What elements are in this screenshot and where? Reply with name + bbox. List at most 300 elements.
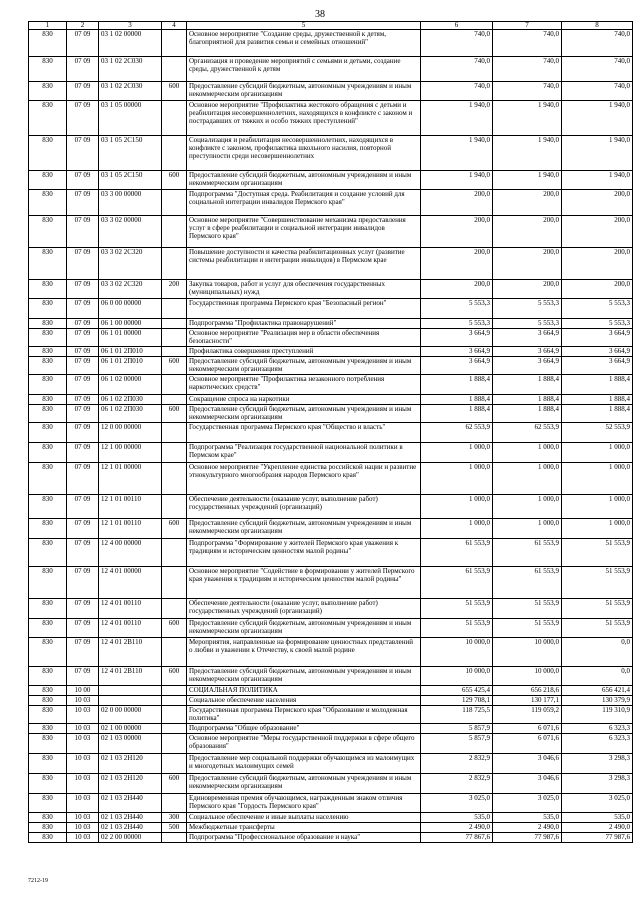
section-code-cell: 10 03 bbox=[67, 696, 99, 706]
expense-type-cell bbox=[162, 833, 187, 843]
table-row bbox=[29, 347, 633, 357]
admin-code-cell: 830 bbox=[29, 599, 67, 619]
table-row bbox=[29, 443, 633, 463]
amount-cell: 1 000,0 bbox=[493, 443, 562, 463]
amount-cell: 1 940,0 bbox=[421, 136, 493, 171]
amount-cell: 1 940,0 bbox=[562, 101, 633, 136]
table-row bbox=[29, 619, 633, 638]
table-row bbox=[29, 357, 633, 375]
amount-cell: 1 940,0 bbox=[493, 101, 562, 136]
table-row bbox=[29, 823, 633, 833]
amount-cell: 10 000,0 bbox=[421, 638, 493, 667]
section-code-cell: 07 09 bbox=[67, 638, 99, 667]
amount-cell: 5 857,9 bbox=[421, 724, 493, 734]
amount-cell: 1 000,0 bbox=[493, 495, 562, 519]
expense-type-cell bbox=[162, 216, 187, 248]
admin-code-cell: 830 bbox=[29, 638, 67, 667]
table-row bbox=[29, 539, 633, 567]
expense-type-cell bbox=[162, 30, 187, 57]
admin-code-cell: 830 bbox=[29, 754, 67, 774]
expense-type-cell bbox=[162, 57, 187, 82]
amount-cell: 1 000,0 bbox=[562, 463, 633, 495]
amount-cell: 0,0 bbox=[562, 667, 633, 686]
amount-cell: 1 000,0 bbox=[562, 443, 633, 463]
admin-code-cell: 830 bbox=[29, 423, 67, 443]
table-row bbox=[29, 375, 633, 395]
admin-code-cell: 830 bbox=[29, 495, 67, 519]
description-cell: Предоставление субсидий бюджетным, автономным учреждениям и иным некоммерческим организациям bbox=[187, 171, 421, 190]
header-cell: 7 bbox=[493, 22, 562, 30]
table-row bbox=[29, 190, 633, 216]
target-article-cell: 12 4 01 00110 bbox=[99, 599, 162, 619]
amount-cell: 1 888,4 bbox=[562, 375, 633, 395]
expense-type-cell bbox=[162, 347, 187, 357]
admin-code-cell: 830 bbox=[29, 794, 67, 813]
amount-cell: 61 553,9 bbox=[421, 567, 493, 599]
description-cell: Подпрограмма "Общее образование" bbox=[187, 724, 421, 734]
table-row bbox=[29, 667, 633, 686]
amount-cell: 5 553,3 bbox=[562, 299, 633, 319]
expense-type-cell bbox=[162, 136, 187, 171]
description-cell: Предоставление субсидий бюджетным, автономным учреждениям и иным некоммерческим организациям bbox=[187, 82, 421, 101]
admin-code-cell: 830 bbox=[29, 833, 67, 843]
admin-code-cell: 830 bbox=[29, 734, 67, 754]
description-cell: Подпрограмма "Реализация государственной национальной политики в Пермском крае" bbox=[187, 443, 421, 463]
description-cell: Основное мероприятие "Профилактика незаконного потребления наркотических средств" bbox=[187, 375, 421, 395]
description-cell: Основное мероприятие "Профилактика жестокого обращения с детьми и реабилитация несовершеннолетних, находящихся в конфликте с законом и пострадавших от тяжких и особо тяжких преступлений" bbox=[187, 101, 421, 136]
section-code-cell: 07 09 bbox=[67, 57, 99, 82]
description-cell: Повышение доступности и качества реабилитационных услуг (развитие системы реабилитации и интеграции инвалидов) в Пермском крае bbox=[187, 248, 421, 280]
expense-type-cell bbox=[162, 539, 187, 567]
admin-code-cell: 830 bbox=[29, 329, 67, 347]
amount-cell: 3 025,0 bbox=[421, 794, 493, 813]
header-cell: 1 bbox=[29, 22, 67, 30]
amount-cell: 1 000,0 bbox=[421, 443, 493, 463]
target-article-cell bbox=[99, 686, 162, 696]
target-article-cell: 12 1 01 00110 bbox=[99, 519, 162, 539]
amount-cell: 3 046,6 bbox=[493, 774, 562, 794]
amount-cell: 200,0 bbox=[562, 248, 633, 280]
table-row bbox=[29, 774, 633, 794]
table-row bbox=[29, 299, 633, 319]
amount-cell: 51 553,9 bbox=[562, 599, 633, 619]
expense-type-cell: 600 bbox=[162, 171, 187, 190]
expense-type-cell bbox=[162, 696, 187, 706]
target-article-cell: 02 2 00 00000 bbox=[99, 833, 162, 843]
expense-type-cell: 600 bbox=[162, 774, 187, 794]
expense-type-cell bbox=[162, 319, 187, 329]
table-row bbox=[29, 734, 633, 754]
description-cell: Предоставление мер социальной поддержки обучающимся из малоимущих и многодетных малоимущих семей bbox=[187, 754, 421, 774]
table-row bbox=[29, 395, 633, 405]
amount-cell: 3 664,9 bbox=[493, 347, 562, 357]
section-code-cell: 07 09 bbox=[67, 495, 99, 519]
table-row bbox=[29, 754, 633, 774]
amount-cell: 119 059,2 bbox=[493, 706, 562, 724]
admin-code-cell: 830 bbox=[29, 619, 67, 638]
header-cell: 2 bbox=[67, 22, 99, 30]
target-article-cell: 06 1 02 2П030 bbox=[99, 405, 162, 423]
amount-cell: 1 000,0 bbox=[421, 519, 493, 539]
amount-cell: 200,0 bbox=[493, 248, 562, 280]
table-row bbox=[29, 248, 633, 280]
amount-cell: 1 888,4 bbox=[421, 405, 493, 423]
expense-type-cell: 600 bbox=[162, 519, 187, 539]
expense-type-cell bbox=[162, 190, 187, 216]
table-row bbox=[29, 638, 633, 667]
amount-cell: 200,0 bbox=[421, 280, 493, 299]
amount-cell: 3 664,9 bbox=[421, 329, 493, 347]
description-cell: Социальное обеспечение и иные выплаты населению bbox=[187, 813, 421, 823]
admin-code-cell: 830 bbox=[29, 724, 67, 734]
table-row bbox=[29, 216, 633, 248]
table-row bbox=[29, 30, 633, 57]
admin-code-cell: 830 bbox=[29, 813, 67, 823]
amount-cell: 6 071,6 bbox=[493, 724, 562, 734]
description-cell: Обеспечение деятельности (оказание услуг, выполнение работ) государственных учреждений (организаций) bbox=[187, 599, 421, 619]
amount-cell: 5 857,9 bbox=[421, 734, 493, 754]
amount-cell: 200,0 bbox=[493, 190, 562, 216]
table-row bbox=[29, 171, 633, 190]
amount-cell: 3 664,9 bbox=[493, 357, 562, 375]
section-code-cell: 10 03 bbox=[67, 724, 99, 734]
amount-cell: 61 553,9 bbox=[421, 539, 493, 567]
admin-code-cell: 830 bbox=[29, 216, 67, 248]
amount-cell: 1 888,4 bbox=[493, 405, 562, 423]
amount-cell: 2 490,0 bbox=[421, 823, 493, 833]
section-code-cell: 07 09 bbox=[67, 395, 99, 405]
admin-code-cell: 830 bbox=[29, 375, 67, 395]
amount-cell: 62 553,9 bbox=[421, 423, 493, 443]
amount-cell: 61 553,9 bbox=[493, 539, 562, 567]
description-cell: Предоставление субсидий бюджетным, автономным учреждениям и иным некоммерческим организациям bbox=[187, 519, 421, 539]
description-cell: Основное мероприятие "Содействие в формировании у жителей Пермского края уважения к традициям и историческим ценностям малой родины" bbox=[187, 567, 421, 599]
section-code-cell: 07 09 bbox=[67, 519, 99, 539]
amount-cell: 1 940,0 bbox=[493, 136, 562, 171]
section-code-cell: 07 09 bbox=[67, 216, 99, 248]
description-cell: Профилактика совершения преступлений bbox=[187, 347, 421, 357]
expense-type-cell: 300 bbox=[162, 813, 187, 823]
amount-cell: 51 553,9 bbox=[562, 619, 633, 638]
table-row bbox=[29, 319, 633, 329]
target-article-cell: 12 4 01 00000 bbox=[99, 567, 162, 599]
admin-code-cell: 830 bbox=[29, 319, 67, 329]
target-article-cell: 03 3 00 00000 bbox=[99, 190, 162, 216]
section-code-cell: 07 09 bbox=[67, 299, 99, 319]
amount-cell: 200,0 bbox=[421, 216, 493, 248]
table-row bbox=[29, 794, 633, 813]
description-cell: Основное мероприятие "Создание среды, дружественной к детям, благоприятной для развития семьи и семейных отношений" bbox=[187, 30, 421, 57]
amount-cell: 1 888,4 bbox=[421, 395, 493, 405]
expense-type-cell bbox=[162, 794, 187, 813]
amount-cell: 200,0 bbox=[421, 248, 493, 280]
amount-cell: 200,0 bbox=[493, 216, 562, 248]
expense-type-cell bbox=[162, 638, 187, 667]
admin-code-cell: 830 bbox=[29, 136, 67, 171]
target-article-cell: 02 1 03 2Н120 bbox=[99, 774, 162, 794]
target-article-cell: 06 1 01 2П010 bbox=[99, 357, 162, 375]
admin-code-cell: 830 bbox=[29, 347, 67, 357]
amount-cell: 10 000,0 bbox=[421, 667, 493, 686]
amount-cell: 200,0 bbox=[421, 190, 493, 216]
table-row bbox=[29, 280, 633, 299]
table-row bbox=[29, 405, 633, 423]
expense-type-cell: 200 bbox=[162, 280, 187, 299]
amount-cell: 3 046,6 bbox=[493, 754, 562, 774]
target-article-cell: 02 1 03 2Н440 bbox=[99, 813, 162, 823]
amount-cell: 656 421,4 bbox=[562, 686, 633, 696]
description-cell: Государственная программа Пермского края "Общество и власть" bbox=[187, 423, 421, 443]
description-cell: Предоставление субсидий бюджетным, автономным учреждениям и иным некоммерческим организациям bbox=[187, 774, 421, 794]
target-article-cell: 03 1 02 2С030 bbox=[99, 82, 162, 101]
section-code-cell: 10 03 bbox=[67, 813, 99, 823]
amount-cell: 535,0 bbox=[562, 813, 633, 823]
amount-cell: 118 725,5 bbox=[421, 706, 493, 724]
expense-type-cell bbox=[162, 567, 187, 599]
admin-code-cell: 830 bbox=[29, 171, 67, 190]
target-article-cell: 06 1 01 00000 bbox=[99, 329, 162, 347]
amount-cell: 2 490,0 bbox=[562, 823, 633, 833]
amount-cell: 740,0 bbox=[493, 30, 562, 57]
amount-cell: 2 832,9 bbox=[421, 774, 493, 794]
amount-cell: 3 025,0 bbox=[493, 794, 562, 813]
section-code-cell: 10 03 bbox=[67, 706, 99, 724]
description-cell: Предоставление субсидий бюджетным, автономным учреждениям и иным некоммерческим организациям bbox=[187, 667, 421, 686]
section-code-cell: 10 03 bbox=[67, 754, 99, 774]
admin-code-cell: 830 bbox=[29, 57, 67, 82]
expense-type-cell bbox=[162, 686, 187, 696]
amount-cell: 740,0 bbox=[421, 57, 493, 82]
amount-cell: 1 000,0 bbox=[493, 519, 562, 539]
description-cell: Основное мероприятие "Укрепление единства российской нации и развитие этнокультурного многообразия народов Пермского края" bbox=[187, 463, 421, 495]
amount-cell: 3 025,0 bbox=[562, 794, 633, 813]
section-code-cell: 07 09 bbox=[67, 405, 99, 423]
target-article-cell: 02 1 03 2Н440 bbox=[99, 794, 162, 813]
table-row bbox=[29, 329, 633, 347]
footer-code: 7212-19 bbox=[28, 878, 48, 884]
header-cell: 8 bbox=[562, 22, 633, 30]
amount-cell: 6 071,6 bbox=[493, 734, 562, 754]
section-code-cell: 07 09 bbox=[67, 539, 99, 567]
expense-type-cell bbox=[162, 423, 187, 443]
amount-cell: 3 664,9 bbox=[562, 347, 633, 357]
expense-type-cell bbox=[162, 495, 187, 519]
amount-cell: 130 379,9 bbox=[562, 696, 633, 706]
amount-cell: 740,0 bbox=[421, 30, 493, 57]
admin-code-cell: 830 bbox=[29, 823, 67, 833]
amount-cell: 200,0 bbox=[493, 280, 562, 299]
section-code-cell: 07 09 bbox=[67, 82, 99, 101]
amount-cell: 1 940,0 bbox=[562, 171, 633, 190]
amount-cell: 10 000,0 bbox=[493, 638, 562, 667]
section-code-cell: 10 03 bbox=[67, 734, 99, 754]
expense-type-cell: 600 bbox=[162, 82, 187, 101]
description-cell: Социальное обеспечение населения bbox=[187, 696, 421, 706]
amount-cell: 129 708,1 bbox=[421, 696, 493, 706]
admin-code-cell: 830 bbox=[29, 101, 67, 136]
amount-cell: 1 000,0 bbox=[421, 495, 493, 519]
target-article-cell: 03 3 02 2С320 bbox=[99, 248, 162, 280]
section-code-cell: 07 09 bbox=[67, 190, 99, 216]
amount-cell: 77 987,6 bbox=[562, 833, 633, 843]
section-code-cell: 07 09 bbox=[67, 423, 99, 443]
admin-code-cell: 830 bbox=[29, 30, 67, 57]
target-article-cell: 12 1 01 00000 bbox=[99, 463, 162, 495]
expense-type-cell bbox=[162, 375, 187, 395]
section-code-cell: 07 09 bbox=[67, 347, 99, 357]
target-article-cell: 12 0 00 00000 bbox=[99, 423, 162, 443]
amount-cell: 3 664,9 bbox=[421, 357, 493, 375]
amount-cell: 740,0 bbox=[421, 82, 493, 101]
amount-cell: 1 888,4 bbox=[562, 395, 633, 405]
amount-cell: 6 323,3 bbox=[562, 724, 633, 734]
section-code-cell: 07 09 bbox=[67, 567, 99, 599]
expense-type-cell bbox=[162, 101, 187, 136]
amount-cell: 0,0 bbox=[562, 638, 633, 667]
expense-type-cell: 600 bbox=[162, 405, 187, 423]
amount-cell: 1 888,4 bbox=[493, 395, 562, 405]
description-cell: Обеспечение деятельности (оказание услуг, выполнение работ) государственных учреждений (организаций) bbox=[187, 495, 421, 519]
amount-cell: 62 553,9 bbox=[493, 423, 562, 443]
table-row bbox=[29, 724, 633, 734]
section-code-cell: 10 03 bbox=[67, 774, 99, 794]
amount-cell: 740,0 bbox=[562, 30, 633, 57]
header-cell: 4 bbox=[162, 22, 187, 30]
admin-code-cell: 830 bbox=[29, 463, 67, 495]
target-article-cell: 06 1 02 00000 bbox=[99, 375, 162, 395]
admin-code-cell: 830 bbox=[29, 405, 67, 423]
expense-type-cell bbox=[162, 443, 187, 463]
amount-cell: 5 553,3 bbox=[493, 299, 562, 319]
description-cell: Основное мероприятие "Меры государственной поддержки в сфере общего образования" bbox=[187, 734, 421, 754]
section-code-cell: 07 09 bbox=[67, 319, 99, 329]
admin-code-cell: 830 bbox=[29, 519, 67, 539]
amount-cell: 130 177,1 bbox=[493, 696, 562, 706]
amount-cell: 77 867,6 bbox=[421, 833, 493, 843]
description-cell: Подпрограмма "Доступная среда. Реабилитация и создание условий для социальной интеграции инвалидов Пермского края" bbox=[187, 190, 421, 216]
amount-cell: 740,0 bbox=[493, 57, 562, 82]
amount-cell: 1 888,4 bbox=[562, 405, 633, 423]
expense-type-cell bbox=[162, 299, 187, 319]
section-code-cell: 07 09 bbox=[67, 619, 99, 638]
section-code-cell: 07 09 bbox=[67, 136, 99, 171]
amount-cell: 200,0 bbox=[562, 280, 633, 299]
description-cell: Организация и проведение мероприятий с семьями и детьми, создание среды, дружественной к детям bbox=[187, 57, 421, 82]
admin-code-cell: 830 bbox=[29, 706, 67, 724]
amount-cell: 2 490,0 bbox=[493, 823, 562, 833]
target-article-cell: 06 0 00 00000 bbox=[99, 299, 162, 319]
table-row bbox=[29, 599, 633, 619]
amount-cell: 1 940,0 bbox=[421, 101, 493, 136]
target-article-cell: 03 3 02 00000 bbox=[99, 216, 162, 248]
amount-cell: 656 218,6 bbox=[493, 686, 562, 696]
section-code-cell: 07 09 bbox=[67, 357, 99, 375]
amount-cell: 1 888,4 bbox=[493, 375, 562, 395]
expense-type-cell bbox=[162, 724, 187, 734]
description-cell: Государственная программа Пермского края "Образование и молодежная политика" bbox=[187, 706, 421, 724]
target-article-cell bbox=[99, 696, 162, 706]
section-code-cell: 07 09 bbox=[67, 101, 99, 136]
description-cell: Государственная программа Пермского края "Безопасный регион" bbox=[187, 299, 421, 319]
description-cell: Мероприятия, направленные на формирование ценностных представлений о любви и уважении к Отечеству, к своей малой родине bbox=[187, 638, 421, 667]
table-row bbox=[29, 833, 633, 843]
section-code-cell: 10 00 bbox=[67, 686, 99, 696]
table-row bbox=[29, 463, 633, 495]
expense-type-cell bbox=[162, 248, 187, 280]
expense-type-cell bbox=[162, 599, 187, 619]
admin-code-cell: 830 bbox=[29, 774, 67, 794]
admin-code-cell: 830 bbox=[29, 696, 67, 706]
amount-cell: 200,0 bbox=[562, 216, 633, 248]
description-cell: Основное мероприятие "Реализация мер в области обеспечения безопасности" bbox=[187, 329, 421, 347]
admin-code-cell: 830 bbox=[29, 190, 67, 216]
expense-type-cell bbox=[162, 734, 187, 754]
target-article-cell: 03 1 05 2С150 bbox=[99, 171, 162, 190]
target-article-cell: 03 1 02 00000 bbox=[99, 30, 162, 57]
table-row bbox=[29, 696, 633, 706]
amount-cell: 52 553,9 bbox=[562, 423, 633, 443]
section-code-cell: 07 09 bbox=[67, 667, 99, 686]
amount-cell: 655 425,4 bbox=[421, 686, 493, 696]
amount-cell: 3 298,3 bbox=[562, 774, 633, 794]
section-code-cell: 07 09 bbox=[67, 329, 99, 347]
amount-cell: 1 888,4 bbox=[421, 375, 493, 395]
admin-code-cell: 830 bbox=[29, 299, 67, 319]
table-row bbox=[29, 136, 633, 171]
amount-cell: 740,0 bbox=[562, 57, 633, 82]
table-row bbox=[29, 567, 633, 599]
admin-code-cell: 830 bbox=[29, 357, 67, 375]
expense-type-cell bbox=[162, 395, 187, 405]
amount-cell: 51 553,9 bbox=[421, 599, 493, 619]
amount-cell: 2 832,9 bbox=[421, 754, 493, 774]
expense-type-cell bbox=[162, 329, 187, 347]
amount-cell: 1 940,0 bbox=[421, 171, 493, 190]
section-code-cell: 07 09 bbox=[67, 375, 99, 395]
expense-type-cell: 500 bbox=[162, 823, 187, 833]
amount-cell: 51 553,9 bbox=[493, 599, 562, 619]
section-code-cell: 07 09 bbox=[67, 248, 99, 280]
target-article-cell: 03 1 05 2С150 bbox=[99, 136, 162, 171]
expense-type-cell: 600 bbox=[162, 667, 187, 686]
table-header-row bbox=[29, 22, 633, 30]
description-cell: Социализация и реабилитация несовершеннолетних, находящихся в конфликте с законом, профилактика школьного насилия, повторной преступности среди несовершеннолетних bbox=[187, 136, 421, 171]
amount-cell: 51 553,9 bbox=[493, 619, 562, 638]
expense-type-cell bbox=[162, 754, 187, 774]
admin-code-cell: 830 bbox=[29, 248, 67, 280]
table-row bbox=[29, 423, 633, 443]
amount-cell: 3 664,9 bbox=[493, 329, 562, 347]
budget-table bbox=[28, 21, 633, 843]
amount-cell: 740,0 bbox=[493, 82, 562, 101]
table-row bbox=[29, 82, 633, 101]
section-code-cell: 07 09 bbox=[67, 443, 99, 463]
description-cell: Подпрограмма "Формирование у жителей Пермского края уважения к традициям и историческим ценностям малой родины" bbox=[187, 539, 421, 567]
amount-cell: 6 323,3 bbox=[562, 734, 633, 754]
description-cell: Подпрограмма "Профессиональное образование и наука" bbox=[187, 833, 421, 843]
target-article-cell: 02 0 00 00000 bbox=[99, 706, 162, 724]
description-cell: Единовременная премия обучающимся, награжденным знаком отличия Пермского края "Гордость Пермского края" bbox=[187, 794, 421, 813]
amount-cell: 119 310,9 bbox=[562, 706, 633, 724]
description-cell: Межбюджетные трансферты bbox=[187, 823, 421, 833]
amount-cell: 61 553,9 bbox=[493, 567, 562, 599]
header-cell: 3 bbox=[99, 22, 162, 30]
target-article-cell: 12 4 01 2В110 bbox=[99, 638, 162, 667]
amount-cell: 1 940,0 bbox=[562, 136, 633, 171]
amount-cell: 740,0 bbox=[562, 82, 633, 101]
admin-code-cell: 830 bbox=[29, 539, 67, 567]
header-cell: 6 bbox=[421, 22, 493, 30]
